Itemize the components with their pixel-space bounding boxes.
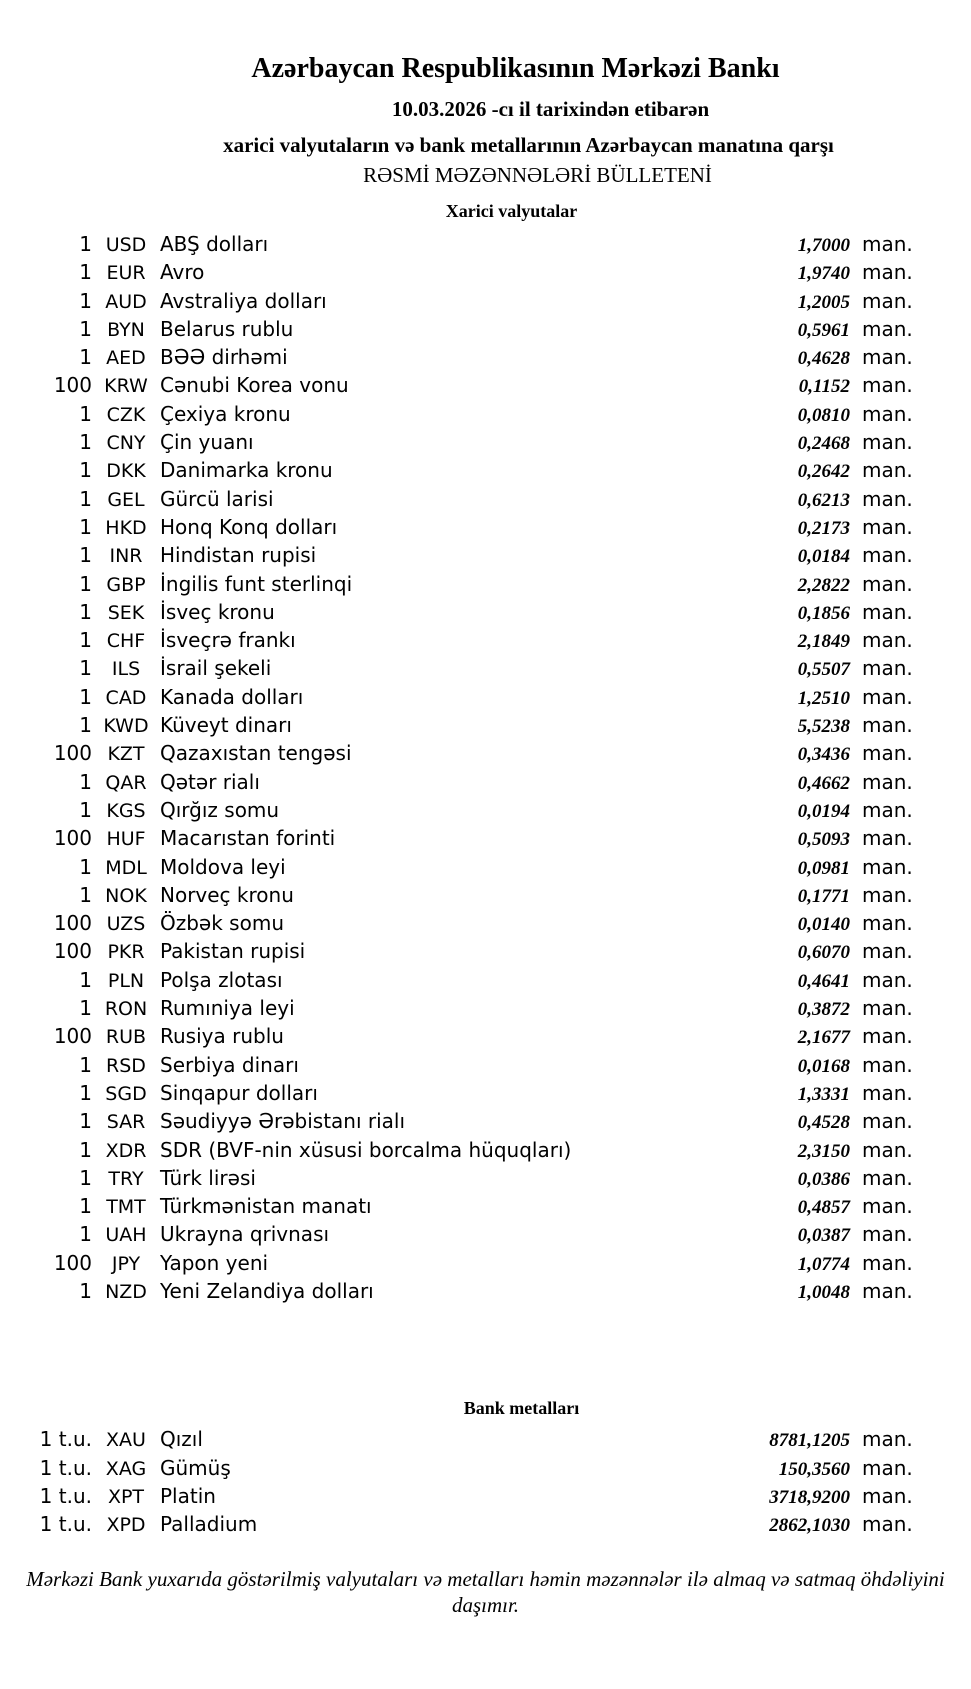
row-quantity: 100 — [53, 741, 92, 766]
currency-row — [0, 881, 971, 909]
effective-date-line: 10.03.2026 -cı il tarixindən etibarən — [391, 97, 710, 121]
row-quantity: 1 — [79, 260, 92, 285]
row-rate-value: 3718,9200 — [769, 1486, 850, 1508]
row-rate-value: 0,3872 — [797, 999, 850, 1021]
row-quantity: 100 — [53, 1024, 92, 1049]
row-quantity: 1 — [79, 1194, 92, 1219]
currency-row — [0, 343, 971, 371]
row-currency-name: ABŞ dolları — [160, 232, 269, 256]
disclaimer-text: Mərkəzi Bank yuxarıda göstərilmiş valyutaları və metalları həmin məzənnələr ilə almaq və satmaq öhdəliyini daşımır. — [26, 1567, 945, 1618]
row-currency-name: Platin — [160, 1483, 216, 1508]
currency-row — [0, 768, 971, 796]
row-currency-code: AUD — [105, 290, 147, 313]
row-currency-code: PKR — [107, 941, 145, 964]
row-quantity: 100 — [53, 1250, 92, 1275]
row-currency-name: Qətər rialı — [160, 769, 260, 794]
row-currency-code: CZK — [106, 403, 146, 426]
row-rate-value: 0,5093 — [797, 829, 850, 851]
row-unit-label: man. — [862, 628, 913, 653]
row-quantity: 1 t.u. — [39, 1427, 92, 1452]
row-rate-value: 0,2173 — [797, 517, 850, 539]
currency-row — [0, 1051, 971, 1079]
currency-row — [0, 1249, 971, 1277]
row-quantity: 100 — [53, 911, 92, 936]
row-currency-code: XPD — [106, 1514, 146, 1537]
row-rate-value: 0,2642 — [797, 461, 850, 483]
row-currency-name: Polşa zlotası — [160, 967, 283, 992]
currency-row — [0, 400, 971, 428]
row-unit-label: man. — [862, 345, 913, 370]
row-currency-name: Yapon yeni — [160, 1250, 269, 1275]
row-currency-name: Qızıl — [160, 1427, 203, 1452]
row-currency-name: Macarıstan forinti — [160, 826, 336, 851]
row-currency-code: SGD — [105, 1082, 147, 1105]
row-currency-name: Moldova leyi — [160, 854, 286, 879]
row-currency-code: HUF — [106, 828, 146, 851]
row-currency-code: XAG — [105, 1457, 147, 1480]
row-currency-code: CAD — [105, 686, 147, 709]
currency-row — [0, 1107, 971, 1135]
row-currency-name: Səudiyyə Ərəbistanı rialı — [160, 1109, 406, 1134]
row-currency-name: Honq Konq dolları — [160, 514, 338, 539]
row-currency-code: NZD — [105, 1280, 147, 1303]
row-rate-value: 0,0387 — [797, 1225, 850, 1247]
row-quantity: 1 — [79, 486, 92, 511]
row-currency-code: SAR — [106, 1111, 146, 1134]
row-currency-name: Çexiya kronu — [160, 401, 291, 426]
currency-row — [0, 485, 971, 513]
currency-row — [0, 909, 971, 937]
row-rate-value: 2862,1030 — [769, 1515, 850, 1537]
row-currency-name: Kanada dolları — [160, 684, 304, 709]
currency-row — [0, 258, 971, 286]
currency-row — [0, 570, 971, 598]
row-rate-value: 0,0194 — [797, 800, 850, 822]
row-unit-label: man. — [862, 316, 913, 341]
currency-row — [0, 824, 971, 852]
row-quantity: 1 — [79, 571, 92, 596]
row-currency-code: QAR — [105, 771, 147, 794]
row-currency-code: GEL — [107, 488, 145, 511]
row-currency-code: XPT — [107, 1485, 145, 1508]
row-currency-code: TMT — [106, 1196, 146, 1219]
row-rate-value: 0,4628 — [797, 348, 850, 370]
row-currency-name: Cənubi Korea vonu — [160, 373, 349, 398]
currencies-table — [0, 230, 971, 1305]
currency-row — [0, 853, 971, 881]
row-quantity: 1 — [79, 1080, 92, 1105]
row-quantity: 1 — [79, 996, 92, 1021]
row-rate-value: 1,9740 — [797, 263, 850, 285]
row-currency-name: Çin yuanı — [160, 430, 254, 455]
row-unit-label: man. — [862, 430, 913, 455]
row-unit-label: man. — [862, 1052, 913, 1077]
metal-row — [0, 1425, 971, 1453]
row-quantity: 1 — [79, 684, 92, 709]
row-rate-value: 0,5507 — [797, 659, 850, 681]
row-rate-value: 0,2468 — [797, 433, 850, 455]
row-quantity: 1 — [79, 1137, 92, 1162]
row-currency-code: RSD — [106, 1054, 146, 1077]
row-currency-name: Palladium — [160, 1512, 258, 1537]
row-rate-value: 0,0981 — [797, 857, 850, 879]
row-quantity: 1 — [79, 769, 92, 794]
currency-row — [0, 287, 971, 315]
row-currency-code: XAU — [106, 1429, 146, 1452]
row-currency-code: KRW — [104, 375, 148, 398]
row-rate-value: 0,3436 — [797, 744, 850, 766]
bulletin-title: RƏSMİ MƏZƏNNƏLƏRİ BÜLLETENİ — [363, 163, 712, 187]
row-unit-label: man. — [862, 599, 913, 624]
row-rate-value: 0,0184 — [797, 546, 850, 568]
currency-row — [0, 230, 971, 258]
metal-row — [0, 1454, 971, 1482]
row-currency-name: İsrail şekeli — [160, 656, 272, 681]
row-unit-label: man. — [862, 911, 913, 936]
row-rate-value: 2,2822 — [797, 574, 850, 596]
currency-row — [0, 315, 971, 343]
row-quantity: 1 — [79, 797, 92, 822]
row-rate-value: 0,1856 — [797, 602, 850, 624]
row-rate-value: 0,0810 — [797, 404, 850, 426]
row-unit-label: man. — [862, 967, 913, 992]
row-currency-name: Belarus rublu — [160, 316, 294, 341]
row-rate-value: 1,2005 — [797, 291, 850, 313]
row-quantity: 1 — [79, 1278, 92, 1303]
row-unit-label: man. — [862, 486, 913, 511]
currency-row — [0, 428, 971, 456]
currency-row — [0, 1192, 971, 1220]
row-currency-name: Özbək somu — [160, 911, 284, 936]
row-currency-name: Ukrayna qrivnası — [160, 1222, 330, 1247]
row-quantity: 1 — [79, 430, 92, 455]
row-currency-code: DKK — [106, 460, 146, 483]
row-unit-label: man. — [862, 1512, 913, 1537]
row-currency-name: Türk lirəsi — [160, 1165, 256, 1190]
row-quantity: 1 t.u. — [39, 1483, 92, 1508]
row-quantity: 1 — [79, 1165, 92, 1190]
row-currency-name: İsveç kronu — [160, 599, 275, 624]
row-currency-code: NOK — [105, 884, 147, 907]
metals-table — [0, 1425, 971, 1538]
row-unit-label: man. — [862, 1222, 913, 1247]
row-currency-code: USD — [105, 234, 147, 256]
row-currency-name: Danimarka kronu — [160, 458, 333, 483]
row-rate-value: 1,7000 — [797, 235, 850, 256]
row-currency-name: Qırğız somu — [160, 797, 280, 822]
row-currency-code: CHF — [106, 630, 146, 653]
row-quantity: 1 — [79, 401, 92, 426]
metals-section-title: Bank metalları — [463, 1398, 580, 1419]
row-unit-label: man. — [862, 996, 913, 1021]
row-quantity: 1 — [79, 514, 92, 539]
row-unit-label: man. — [862, 1137, 913, 1162]
row-rate-value: 0,0386 — [797, 1168, 850, 1190]
row-quantity: 1 — [79, 1222, 92, 1247]
row-currency-code: ILS — [111, 658, 141, 681]
currency-row — [0, 711, 971, 739]
row-currency-code: UZS — [106, 913, 146, 936]
row-unit-label: man. — [862, 1165, 913, 1190]
row-unit-label: man. — [862, 1080, 913, 1105]
row-rate-value: 0,4662 — [797, 772, 850, 794]
row-quantity: 1 — [79, 854, 92, 879]
row-quantity: 1 — [79, 316, 92, 341]
metal-row — [0, 1510, 971, 1538]
row-rate-value: 0,5961 — [797, 319, 850, 341]
row-unit-label: man. — [862, 1194, 913, 1219]
row-currency-name: Qazaxıstan tengəsi — [160, 741, 352, 766]
row-quantity: 1 — [79, 232, 92, 256]
row-currency-name: Avstraliya dolları — [160, 288, 327, 313]
row-rate-value: 150,3560 — [778, 1458, 850, 1480]
currency-row — [0, 654, 971, 682]
row-unit-label: man. — [862, 260, 913, 285]
row-currency-code: KWD — [103, 715, 149, 738]
row-rate-value: 1,0048 — [797, 1281, 850, 1303]
currency-row — [0, 683, 971, 711]
row-rate-value: 0,4857 — [797, 1197, 850, 1219]
row-rate-value: 0,1771 — [797, 885, 850, 907]
row-currency-name: Hindistan rupisi — [160, 543, 317, 568]
row-quantity: 100 — [53, 939, 92, 964]
row-unit-label: man. — [862, 826, 913, 851]
row-rate-value: 0,0140 — [797, 914, 850, 936]
row-currency-name: Sinqapur dolları — [160, 1080, 318, 1105]
row-quantity: 100 — [53, 373, 92, 398]
row-unit-label: man. — [862, 741, 913, 766]
row-currency-code: UAH — [105, 1224, 147, 1247]
currency-row — [0, 1136, 971, 1164]
row-unit-label: man. — [862, 882, 913, 907]
row-quantity: 1 — [79, 713, 92, 738]
row-unit-label: man. — [862, 684, 913, 709]
row-currency-name: Küveyt dinarı — [160, 713, 292, 738]
currency-row — [0, 1277, 971, 1305]
row-unit-label: man. — [862, 1109, 913, 1134]
currency-row — [0, 456, 971, 484]
row-unit-label: man. — [862, 1483, 913, 1508]
currency-row — [0, 513, 971, 541]
row-unit-label: man. — [862, 543, 913, 568]
row-currency-code: XDR — [105, 1139, 147, 1162]
row-unit-label: man. — [862, 769, 913, 794]
currency-row — [0, 739, 971, 767]
row-currency-code: PLN — [107, 969, 145, 992]
row-currency-code: AED — [106, 347, 146, 370]
currency-row — [0, 1022, 971, 1050]
row-currency-code: RON — [104, 998, 148, 1021]
row-currency-code: GBP — [106, 573, 146, 596]
row-unit-label: man. — [862, 1278, 913, 1303]
row-currency-code: RUB — [105, 1026, 147, 1049]
row-rate-value: 0,6213 — [797, 489, 850, 511]
currency-row — [0, 598, 971, 626]
row-currency-name: Gürcü larisi — [160, 486, 274, 511]
row-unit-label: man. — [862, 797, 913, 822]
row-quantity: 1 — [79, 1052, 92, 1077]
row-unit-label: man. — [862, 232, 913, 256]
row-unit-label: man. — [862, 854, 913, 879]
row-unit-label: man. — [862, 514, 913, 539]
currency-row — [0, 937, 971, 965]
bank-name-title: Azərbaycan Respublikasının Mərkəzi Bankı — [251, 53, 780, 84]
currency-row — [0, 796, 971, 824]
row-currency-code: HKD — [105, 516, 147, 539]
row-rate-value: 1,0774 — [797, 1253, 850, 1275]
row-currency-name: BƏƏ dirhəmi — [160, 345, 288, 370]
row-rate-value: 8781,1205 — [769, 1430, 850, 1452]
row-rate-value: 0,4528 — [797, 1112, 850, 1134]
row-currency-code: KGS — [106, 799, 146, 822]
row-currency-code: KZT — [107, 743, 145, 766]
row-currency-code: MDL — [105, 856, 147, 879]
row-currency-name: Norveç kronu — [160, 882, 294, 907]
row-currency-name: Serbiya dinarı — [160, 1052, 299, 1077]
row-rate-value: 2,3150 — [797, 1140, 850, 1162]
row-currency-code: CNY — [106, 432, 146, 455]
row-currency-name: İngilis funt sterlinqi — [160, 571, 353, 596]
row-quantity: 1 — [79, 656, 92, 681]
row-rate-value: 2,1849 — [797, 631, 850, 653]
row-currency-name: İsveçrə frankı — [160, 628, 296, 653]
row-quantity: 1 t.u. — [39, 1512, 92, 1537]
row-unit-label: man. — [862, 458, 913, 483]
row-quantity: 1 — [79, 882, 92, 907]
currency-row — [0, 541, 971, 569]
row-currency-code: TRY — [108, 1167, 144, 1190]
row-currency-code: BYN — [107, 318, 145, 341]
row-currency-name: Yeni Zelandiya dolları — [160, 1278, 374, 1303]
row-currency-code: EUR — [106, 262, 146, 285]
row-quantity: 100 — [53, 826, 92, 851]
row-rate-value: 0,0168 — [797, 1055, 850, 1077]
row-unit-label: man. — [862, 1427, 913, 1452]
row-currency-name: Rusiya rublu — [160, 1024, 284, 1049]
row-unit-label: man. — [862, 939, 913, 964]
row-currency-code: INR — [109, 545, 143, 568]
row-quantity: 1 — [79, 967, 92, 992]
row-unit-label: man. — [862, 1250, 913, 1275]
row-quantity: 1 t.u. — [39, 1455, 92, 1480]
row-rate-value: 0,6070 — [797, 942, 850, 964]
row-unit-label: man. — [862, 656, 913, 681]
row-unit-label: man. — [862, 373, 913, 398]
row-rate-value: 0,4641 — [797, 970, 850, 992]
currency-row — [0, 994, 971, 1022]
row-quantity: 1 — [79, 628, 92, 653]
row-rate-value: 1,3331 — [797, 1083, 850, 1105]
row-currency-code: JPY — [111, 1252, 141, 1275]
row-rate-value: 2,1677 — [797, 1027, 850, 1049]
row-currency-name: Avro — [160, 260, 205, 285]
row-quantity: 1 — [79, 345, 92, 370]
row-currency-name: Türkmənistan manatı — [160, 1194, 372, 1219]
row-quantity: 1 — [79, 458, 92, 483]
row-quantity: 1 — [79, 288, 92, 313]
row-unit-label: man. — [862, 401, 913, 426]
currency-row — [0, 371, 971, 399]
currency-row — [0, 1220, 971, 1248]
currency-row — [0, 966, 971, 994]
row-currency-name: Gümüş — [160, 1455, 231, 1480]
metal-row — [0, 1482, 971, 1510]
currencies-section-title: Xarici valyutalar — [445, 201, 578, 221]
currency-row — [0, 1079, 971, 1107]
row-unit-label: man. — [862, 288, 913, 313]
row-quantity: 1 — [79, 1109, 92, 1134]
row-rate-value: 0,1152 — [798, 376, 850, 398]
row-currency-name: Pakistan rupisi — [160, 939, 306, 964]
row-unit-label: man. — [862, 1024, 913, 1049]
currency-row — [0, 1164, 971, 1192]
row-unit-label: man. — [862, 571, 913, 596]
row-currency-name: Rumıniya leyi — [160, 996, 295, 1021]
row-unit-label: man. — [862, 713, 913, 738]
row-currency-name: SDR (BVF-nin xüsusi borcalma hüquqları) — [160, 1137, 572, 1162]
row-rate-value: 1,2510 — [797, 687, 850, 709]
row-unit-label: man. — [862, 1455, 913, 1480]
subject-line: xarici valyutaların və bank metallarının Azərbaycan manatına qarşı — [223, 133, 834, 157]
row-rate-value: 5,5238 — [797, 716, 850, 738]
currency-row — [0, 626, 971, 654]
row-quantity: 1 — [79, 543, 92, 568]
bulletin-page — [0, 52, 971, 1689]
row-currency-code: SEK — [107, 601, 145, 624]
row-quantity: 1 — [79, 599, 92, 624]
